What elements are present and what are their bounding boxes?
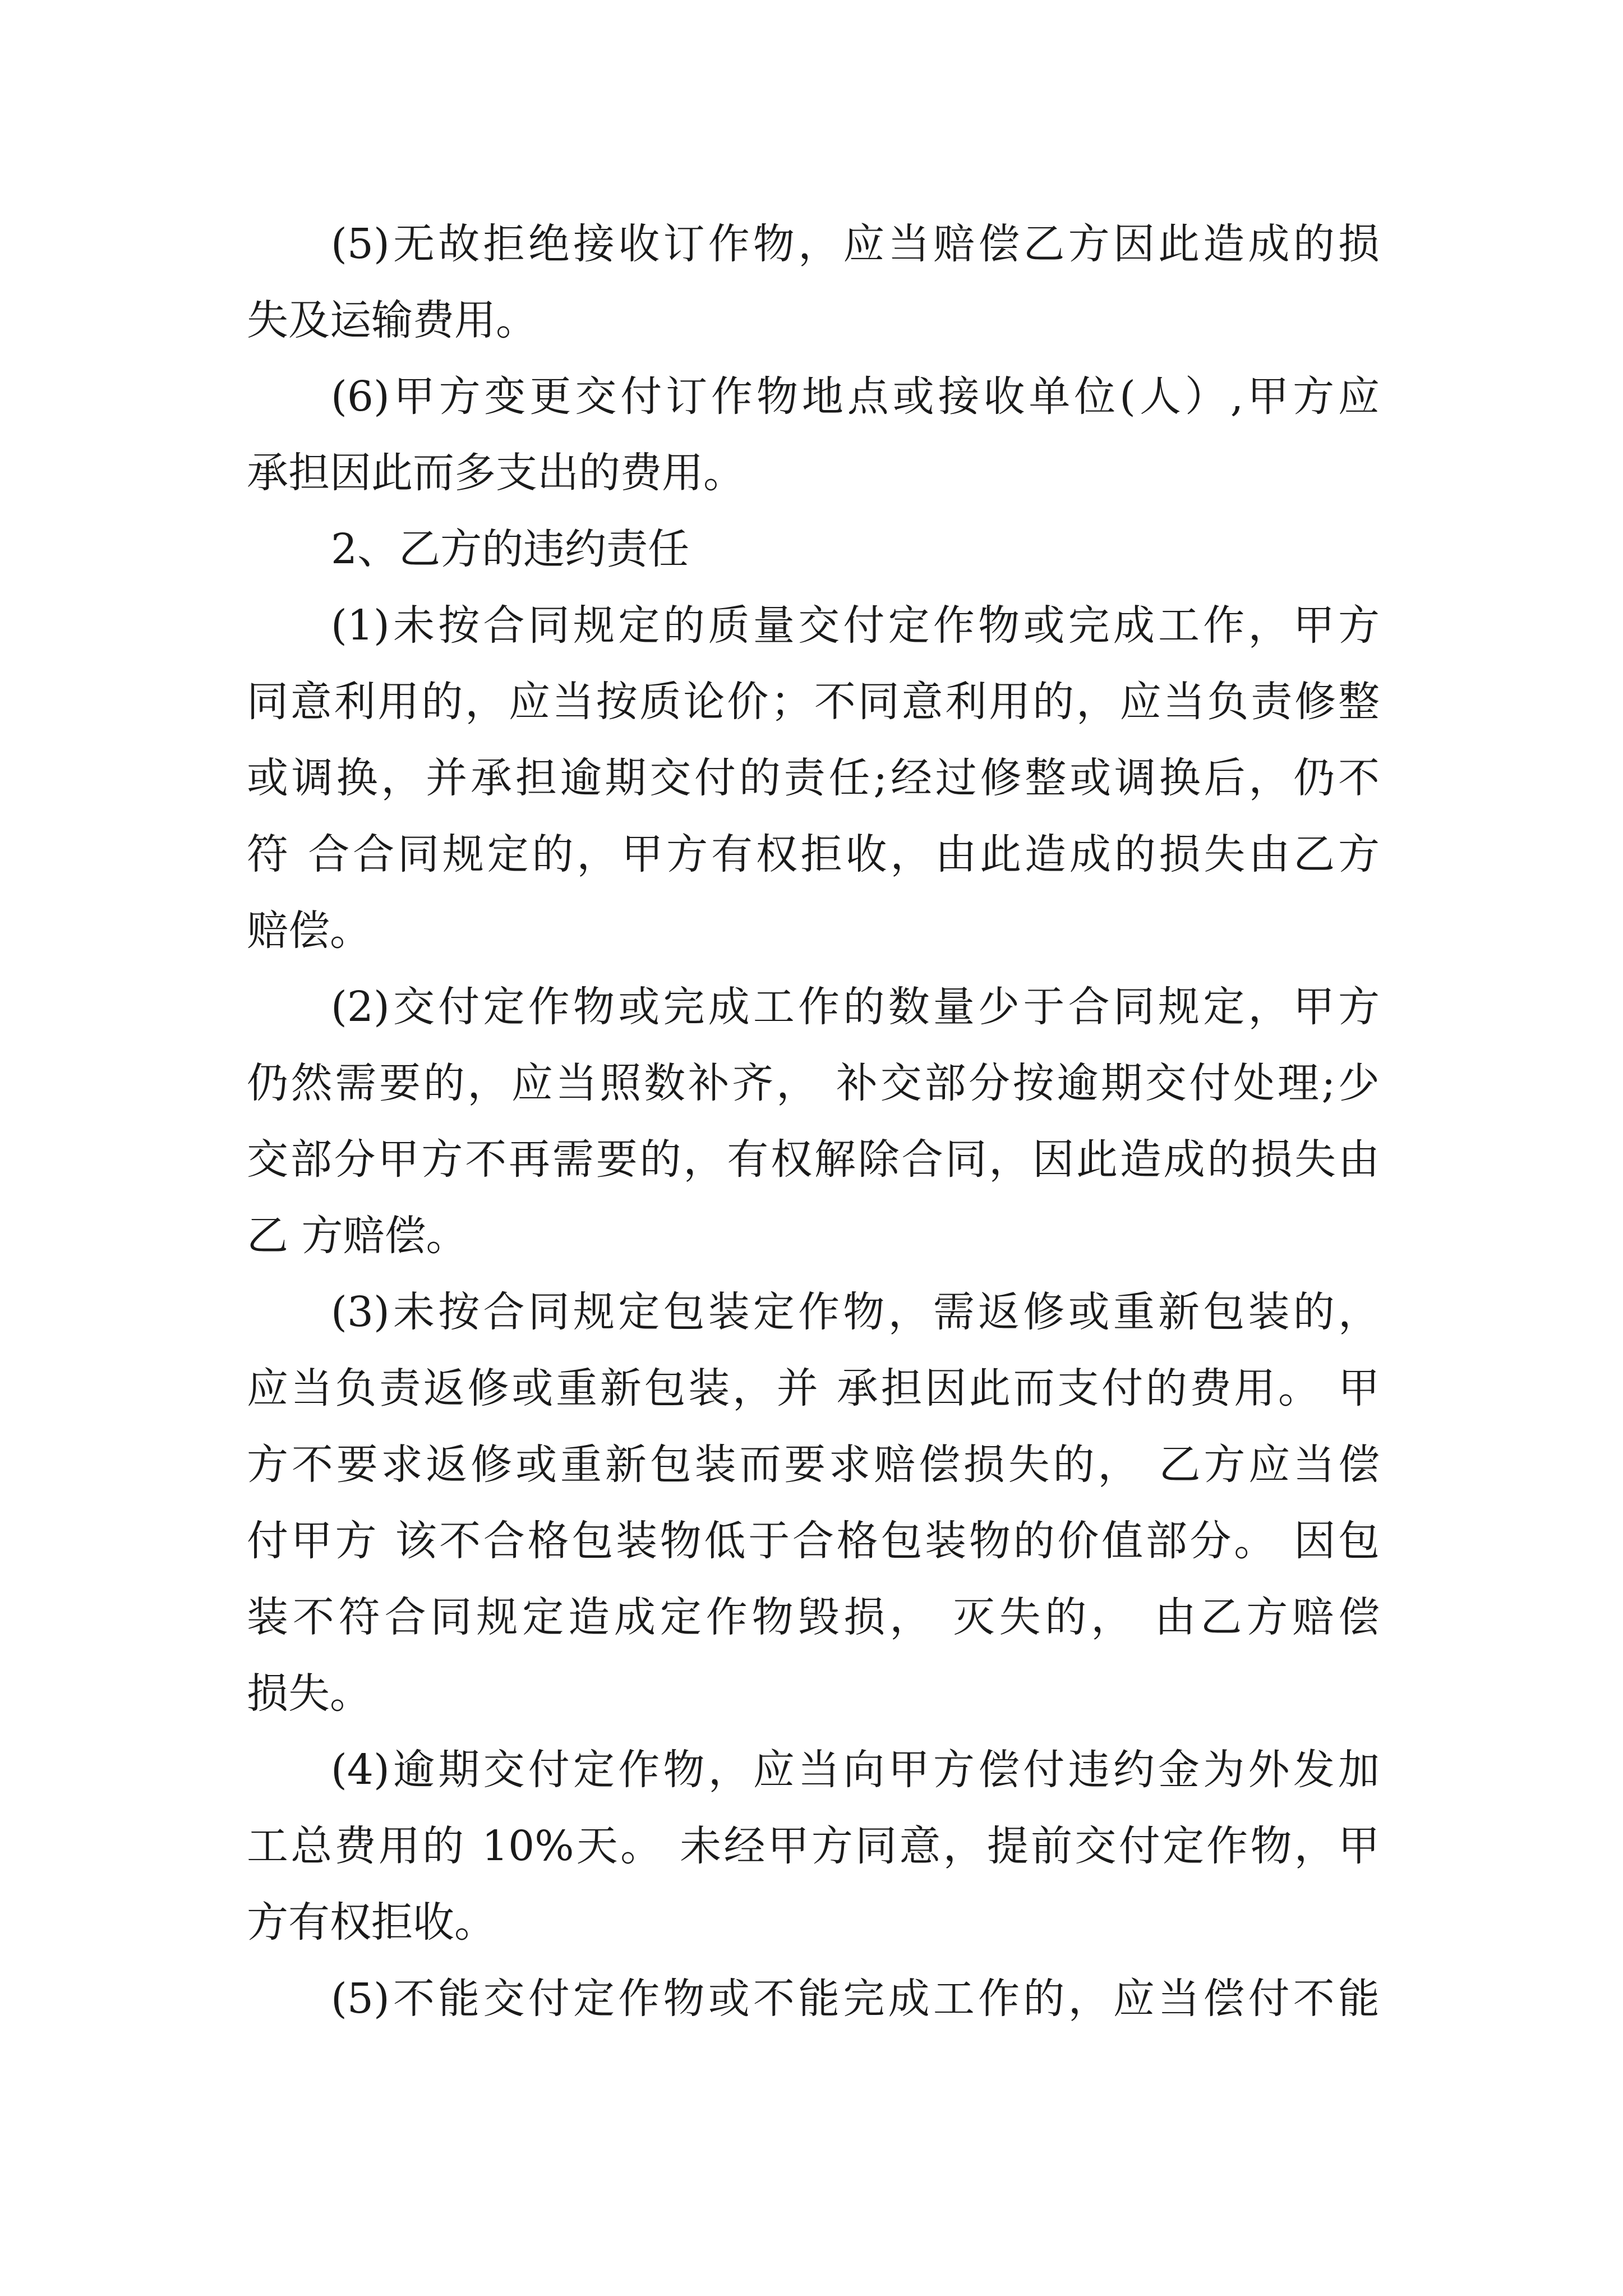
text-line: (1)未按合同规定的质量交付定作物或完成工作，甲方 bbox=[331, 601, 1380, 650]
text-line: 方有权拒收。 bbox=[247, 1898, 496, 1947]
text-line: 应当负责返修或重新包装，并 承担因此而支付的费用。 甲 bbox=[247, 1364, 1380, 1412]
text-line: 符 合合同规定的，甲方有权拒收，由此造成的损失由乙方 bbox=[247, 830, 1380, 878]
text-line: 乙 方赔偿。 bbox=[247, 1212, 468, 1260]
text-line: 工总费用的 10%天。 未经甲方同意，提前交付定作物，甲 bbox=[247, 1822, 1380, 1870]
text-line: (5)不能交付定作物或不能完成工作的，应当偿付不能 bbox=[331, 1975, 1380, 2023]
text-line: 失及运输费用。 bbox=[247, 296, 537, 344]
text-line: (3)未按合同规定包装定作物，需返修或重新包装的， bbox=[331, 1288, 1380, 1336]
text-line: 付甲方 该不合格包装物低于合格包装物的价值部分。 因包 bbox=[247, 1517, 1380, 1565]
section-heading: 2、乙方的违约责任 bbox=[331, 525, 690, 573]
text-line: 仍然需要的，应当照数补齐， 补交部分按逾期交付处理;少 bbox=[247, 1059, 1380, 1107]
text-line: 赔偿。 bbox=[247, 907, 371, 955]
text-line: 同意利用的，应当按质论价；不同意利用的，应当负责修整 bbox=[247, 678, 1380, 726]
text-line: 交部分甲方不再需要的，有权解除合同，因此造成的损失由 bbox=[247, 1135, 1380, 1184]
text-line: (2)交付定作物或完成工作的数量少于合同规定，甲方 bbox=[331, 983, 1380, 1031]
text-line: (5)无故拒绝接收订作物，应当赔偿乙方因此造成的损 bbox=[331, 220, 1380, 268]
text-line: 装不符合同规定造成定作物毁损， 灭失的， 由乙方赔偿 bbox=[247, 1593, 1380, 1641]
text-line: 承担因此而多支出的费用。 bbox=[247, 449, 745, 497]
text-line: 损失。 bbox=[247, 1669, 371, 1718]
text-line: (4)逾期交付定作物，应当向甲方偿付违约金为外发加 bbox=[331, 1746, 1380, 1794]
text-line: 或调换，并承担逾期交付的责任;经过修整或调换后，仍不 bbox=[247, 754, 1380, 802]
text-line: 方不要求返修或重新包装而要求赔偿损失的， 乙方应当偿 bbox=[247, 1441, 1380, 1489]
text-line: (6)甲方变更交付订作物地点或接收单位(人）,甲方应 bbox=[331, 372, 1380, 421]
